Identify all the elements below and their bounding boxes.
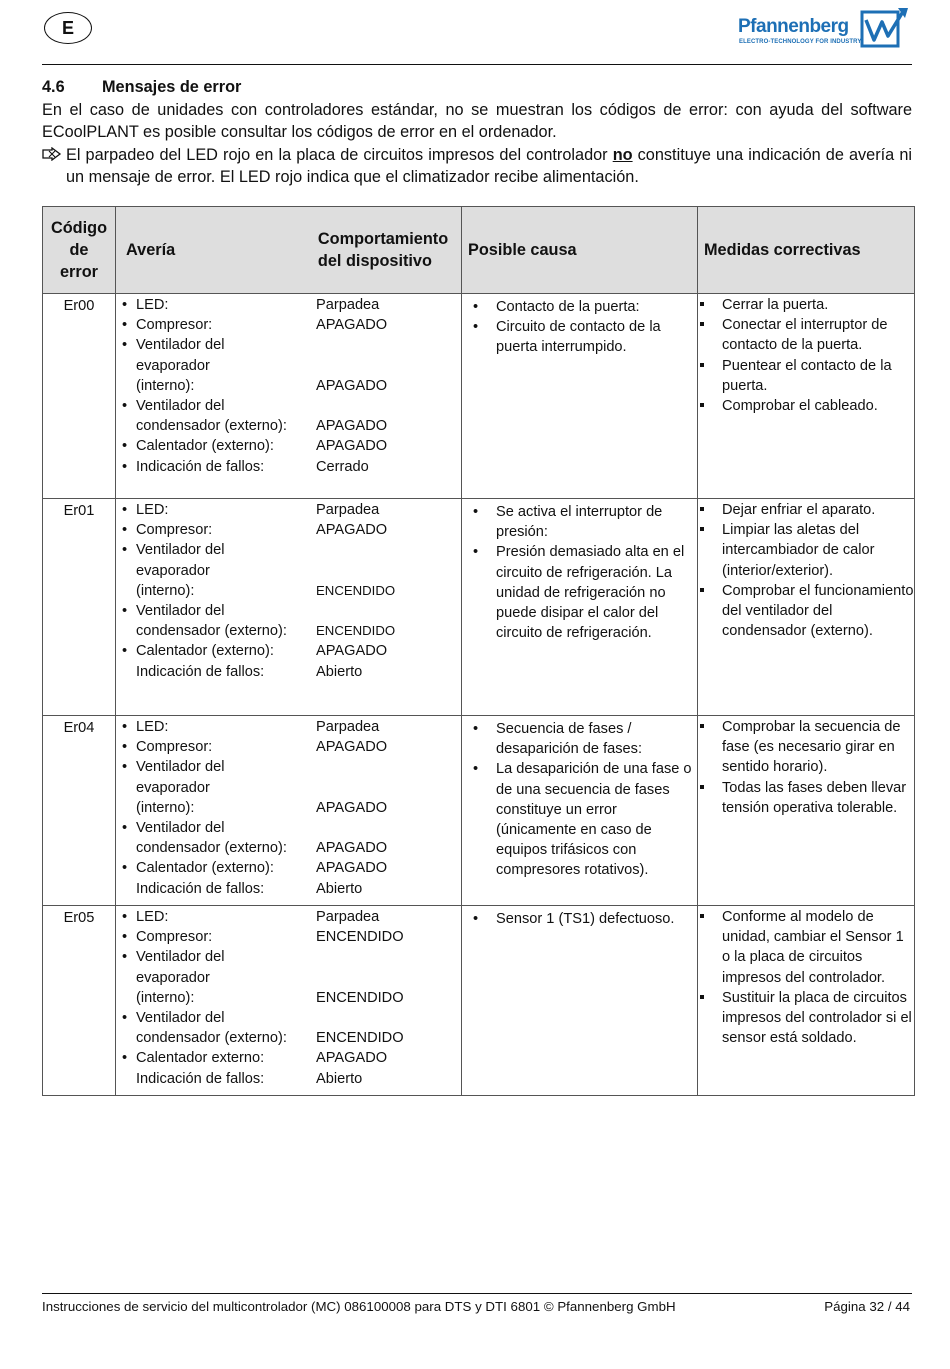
component-label: LED:	[136, 719, 169, 735]
component-label: evaporador	[136, 562, 210, 579]
bullet-icon: •	[122, 522, 128, 539]
component-item	[122, 315, 316, 335]
component-label: condensador (externo):	[136, 418, 287, 435]
behavior-value: Parpadea	[316, 502, 380, 518]
behavior-value: APAGADO	[316, 739, 388, 756]
component-item	[122, 500, 316, 520]
behavior-value: Cerrado	[316, 458, 369, 475]
intro-paragraph: En el caso de unidades con controladores estándar, no se muestran los códigos de error: con ayuda del software ECoolPLANT es posible consultar los códigos de error en el ordenador.	[42, 100, 912, 141]
error-code: Er04	[43, 716, 116, 906]
fix-item: Conectar el interruptor de contacto de la puerta.	[698, 315, 914, 355]
bullet-icon: •	[122, 438, 128, 455]
footer-rule	[42, 1293, 912, 1294]
header-code: Código de error	[43, 207, 116, 294]
behavior-value	[316, 757, 456, 777]
bullet-icon: •	[122, 297, 128, 313]
component-item	[122, 540, 316, 601]
behavior-value	[316, 947, 456, 967]
behavior-value	[316, 540, 456, 560]
table-header-row	[43, 207, 915, 294]
note-emphasis: no	[612, 145, 633, 164]
bullet-icon: •	[122, 317, 128, 334]
component-label: Ventilador del	[136, 949, 225, 966]
header-fault: Avería	[126, 241, 176, 259]
error-code: Er01	[43, 499, 116, 716]
bullet-icon: •	[122, 719, 128, 735]
component-item	[122, 295, 316, 315]
behavior-value: ENCENDIDO	[316, 582, 396, 598]
behavior-value: Parpadea	[316, 909, 380, 925]
component-item	[122, 717, 316, 737]
component-label: Calentador (externo):	[136, 860, 274, 877]
fault-behavior-cell	[116, 716, 462, 906]
bullet-icon: •	[122, 860, 128, 877]
component-item	[122, 396, 316, 436]
fix-cell	[698, 294, 915, 499]
behavior-value: ENCENDIDO	[316, 989, 404, 1006]
behavior-value: APAGADO	[316, 317, 388, 334]
component-label: Ventilador del	[136, 820, 225, 837]
component-label: Ventilador del	[136, 542, 225, 559]
header-behavior: Comportamiento del dispositivo	[317, 230, 449, 270]
bullet-icon: •	[122, 929, 128, 946]
behavior-value: ENCENDIDO	[316, 929, 404, 946]
section-number: 4.6	[42, 78, 65, 96]
cause-item: • Se activa el interruptor de presión:	[462, 502, 693, 542]
component-label: evaporador	[136, 779, 210, 796]
cause-item: • La desaparición de una fase o de una secuencia de fases constituye un error (únicamente en caso de equipos trifásicos con compresores rotativos).	[462, 759, 693, 880]
component-label: Indicación de fallos:	[136, 880, 265, 897]
behavior-value: APAGADO	[316, 1050, 388, 1067]
fix-item: Comprobar el funcionamiento del ventilador del condensador (externo).	[698, 581, 914, 642]
header-cause: Posible causa	[462, 207, 698, 294]
footer-page-number: Página 32 / 44	[824, 1299, 910, 1314]
fix-cell	[698, 906, 915, 1096]
table-row	[43, 906, 915, 1096]
error-code: Er00	[43, 294, 116, 499]
behavior-value: ENCENDIDO	[316, 1030, 404, 1047]
table-row	[43, 499, 915, 716]
behavior-value: ENCENDIDO	[316, 623, 396, 639]
fix-item: Conforme al modelo de unidad, cambiar el Sensor 1 o la placa de circuitos impresos del controlador.	[698, 907, 914, 988]
component-item	[122, 907, 316, 927]
behavior-value: APAGADO	[316, 860, 388, 877]
component-label: (interno):	[136, 989, 195, 1006]
fault-behavior-cell	[116, 294, 462, 499]
component-label: Indicación de fallos:	[136, 1070, 265, 1087]
bullet-icon: •	[122, 458, 128, 475]
component-item	[122, 1048, 316, 1068]
behavior-value	[316, 335, 456, 355]
fault-behavior-cell	[116, 499, 462, 716]
component-label: Calentador externo:	[136, 1050, 265, 1067]
component-item	[122, 879, 316, 899]
component-label: Ventilador del	[136, 1010, 225, 1027]
bullet-icon: •	[122, 337, 128, 354]
component-label: evaporador	[136, 357, 210, 374]
company-logo	[738, 6, 912, 50]
behavior-value: APAGADO	[316, 438, 388, 455]
component-label: evaporador	[136, 969, 210, 986]
bullet-icon: •	[122, 820, 128, 837]
component-label: Ventilador del	[136, 603, 225, 620]
bullet-icon: •	[122, 909, 128, 925]
component-label: Indicación de fallos:	[136, 458, 265, 475]
bullet-icon: •	[122, 1050, 128, 1067]
component-item	[122, 520, 316, 540]
cause-item: • Circuito de contacto de la puerta interrumpido.	[462, 317, 693, 357]
note-text-after: constituye una indicación de avería ni un mensaje de error. El LED rojo indica que el climatizador recibe alimentación.	[66, 145, 912, 186]
behavior-value	[316, 601, 456, 621]
component-item	[122, 457, 316, 477]
component-label: Compresor:	[136, 522, 213, 539]
behavior-value: APAGADO	[316, 840, 388, 857]
footer-document-info: Instrucciones de servicio del multicontrolador (MC) 086100008 para DTS y DTI 6801 © Pfannenberg GmbH	[42, 1299, 676, 1314]
component-item	[122, 1008, 316, 1048]
component-label: Compresor:	[136, 739, 213, 756]
component-item	[122, 436, 316, 456]
component-item	[122, 662, 316, 682]
fix-item: Cerrar la puerta.	[698, 295, 914, 315]
behavior-value	[316, 356, 456, 376]
component-item	[122, 947, 316, 1008]
behavior-value: APAGADO	[316, 799, 388, 816]
section-title: Mensajes de error	[102, 78, 242, 96]
component-label: Calentador (externo):	[136, 438, 274, 455]
behavior-value	[316, 396, 456, 416]
behavior-value: Abierto	[316, 1070, 363, 1087]
behavior-value: APAGADO	[316, 377, 388, 394]
fix-item: Comprobar el cableado.	[698, 396, 914, 416]
component-label: Ventilador del	[136, 337, 225, 354]
bullet-icon: •	[122, 542, 128, 559]
bullet-icon: •	[122, 643, 128, 660]
language-badge: E	[44, 12, 92, 44]
component-item	[122, 1069, 316, 1089]
pfannenberg-mark-icon	[860, 6, 910, 48]
component-item	[122, 927, 316, 947]
note-paragraph	[42, 144, 912, 189]
fault-behavior-cell	[116, 906, 462, 1096]
component-label: condensador (externo):	[136, 623, 287, 640]
behavior-value	[316, 561, 456, 581]
component-label: Compresor:	[136, 317, 213, 334]
fix-cell	[698, 716, 915, 906]
behavior-value: Abierto	[316, 663, 363, 680]
component-item	[122, 641, 316, 661]
behavior-value	[316, 968, 456, 988]
component-label: LED:	[136, 502, 169, 518]
behavior-value	[316, 778, 456, 798]
bullet-icon: •	[122, 398, 128, 415]
section-heading	[42, 76, 912, 99]
cause-item: • Sensor 1 (TS1) defectuoso.	[462, 909, 693, 929]
behavior-value	[316, 1008, 456, 1028]
header-fault-behavior	[116, 207, 462, 294]
component-label: condensador (externo):	[136, 840, 287, 857]
behavior-value: Parpadea	[316, 719, 380, 735]
bullet-icon: •	[122, 502, 128, 518]
component-label: Compresor:	[136, 929, 213, 946]
cause-cell	[462, 294, 698, 499]
fix-item: Comprobar la secuencia de fase (es necesario girar en sentido horario).	[698, 717, 914, 778]
cause-item: • Secuencia de fases / desaparición de fases:	[462, 719, 693, 759]
component-item	[122, 335, 316, 396]
table-row	[43, 294, 915, 499]
component-item	[122, 737, 316, 757]
cause-cell	[462, 906, 698, 1096]
logo-tagline: ELECTRO-TECHNOLOGY FOR INDUSTRY	[739, 39, 862, 45]
behavior-value: APAGADO	[316, 643, 388, 660]
table-row	[43, 716, 915, 906]
behavior-value	[316, 818, 456, 838]
component-item	[122, 601, 316, 641]
fix-item: Todas las fases deben llevar tensión operativa tolerable.	[698, 778, 914, 818]
error-code: Er05	[43, 906, 116, 1096]
fix-cell	[698, 499, 915, 716]
behavior-value: Abierto	[316, 880, 363, 897]
component-label: condensador (externo):	[136, 1030, 287, 1047]
component-item	[122, 818, 316, 858]
component-label: Ventilador del	[136, 398, 225, 415]
bullet-icon: •	[122, 1010, 128, 1027]
fix-item: Puentear el contacto de la puerta.	[698, 356, 914, 396]
component-label: LED:	[136, 297, 169, 313]
header-rule	[42, 64, 912, 65]
bullet-icon: •	[122, 759, 128, 776]
component-label: Calentador (externo):	[136, 643, 274, 660]
component-item	[122, 757, 316, 818]
component-label: (interno):	[136, 799, 195, 816]
behavior-value: APAGADO	[316, 418, 388, 435]
component-label: Indicación de fallos:	[136, 663, 265, 680]
component-label: (interno):	[136, 582, 195, 599]
behavior-value: APAGADO	[316, 522, 388, 539]
section-body	[42, 76, 912, 189]
fix-item: Limpiar las aletas del intercambiador de calor (interior/exterior).	[698, 520, 914, 581]
cause-item: • Presión demasiado alta en el circuito de refrigeración. La unidad de refrigeración no puede disipar el calor del circuito de refrigeración.	[462, 542, 693, 643]
bullet-icon: •	[122, 739, 128, 756]
behavior-value: Parpadea	[316, 297, 380, 313]
fix-item: Dejar enfriar el aparato.	[698, 500, 914, 520]
header-fix: Medidas correctivas	[698, 207, 915, 294]
cause-cell	[462, 716, 698, 906]
component-item	[122, 858, 316, 878]
component-label: LED:	[136, 909, 169, 925]
logo-name: Pfannenberg	[738, 16, 849, 37]
bullet-icon: •	[122, 949, 128, 966]
fix-item: Sustituir la placa de circuitos impresos del controlador si el sensor está soldado.	[698, 988, 914, 1049]
pointing-hand-icon	[42, 147, 62, 161]
error-codes-table	[42, 206, 915, 1096]
note-text-before: El parpadeo del LED rojo en la placa de circuitos impresos del controlador	[66, 145, 613, 164]
bullet-icon: •	[122, 603, 128, 620]
component-label: (interno):	[136, 377, 195, 394]
component-label: Ventilador del	[136, 759, 225, 776]
cause-cell	[462, 499, 698, 716]
cause-item: • Contacto de la puerta:	[462, 297, 693, 317]
